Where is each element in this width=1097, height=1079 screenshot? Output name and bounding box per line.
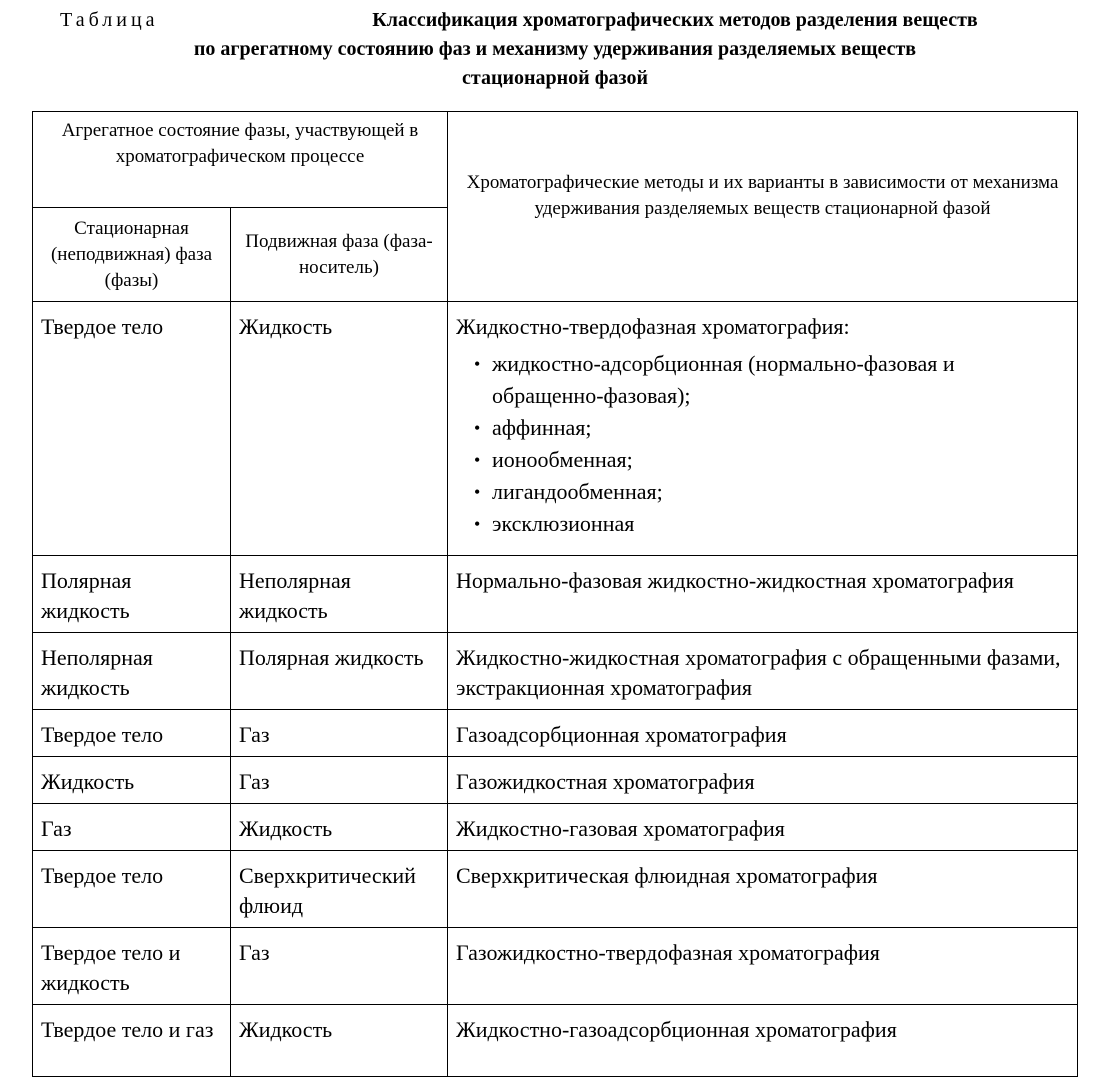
method-name: Жидкостно-газовая хроматография: [456, 816, 785, 841]
cell-stationary-phase: Газ: [33, 804, 231, 851]
method-name: Жидкостно-твердофазная хроматография:: [456, 314, 850, 339]
method-name: Жидкостно-газоадсорбционная хроматография: [456, 1017, 897, 1042]
cell-mobile-phase: Жидкость: [231, 302, 448, 556]
classification-table: [32, 111, 1078, 1077]
cell-mobile-phase: Сверхкритический флюид: [231, 851, 448, 928]
cell-stationary-phase: Твердое тело: [33, 851, 231, 928]
table-row: [33, 710, 1078, 757]
table-row: [33, 928, 1078, 1005]
cell-method: [448, 633, 1078, 710]
table-row: [33, 633, 1078, 710]
cell-mobile-phase: Газ: [231, 757, 448, 804]
header-phase-state: Агрегатное состояние фазы, участвующей в хроматографическом процессе: [33, 112, 448, 208]
cell-stationary-phase: Полярная жидкость: [33, 556, 231, 633]
table-body: [33, 302, 1078, 1077]
caption-title-line-1: Классификация хроматографических методов разделения веществ: [372, 9, 978, 31]
list-item: • ионообменная;: [456, 444, 1069, 476]
cell-stationary-phase: Твердое тело: [33, 302, 231, 556]
cell-method: [448, 302, 1078, 556]
caption-title-line-3: стационарной фазой: [462, 67, 648, 89]
method-name: Жидкостно-жидкостная хроматография с обращенными фазами, экстракционная хроматография: [456, 645, 1061, 700]
method-name: Газожидкостно-твердофазная хроматография: [456, 940, 880, 965]
method-name: Нормально-фазовая жидкостно-жидкостная хроматография: [456, 568, 1014, 593]
header-mobile-phase: Подвижная фаза (фаза-носитель): [231, 208, 448, 302]
cell-method: [448, 804, 1078, 851]
cell-mobile-phase: Жидкость: [231, 1005, 448, 1077]
cell-method: [448, 851, 1078, 928]
table-row: [33, 556, 1078, 633]
cell-mobile-phase: Полярная жидкость: [231, 633, 448, 710]
header-methods: Хроматографические методы и их варианты в зависимости от механизма удерживания разделяемых веществ стационарной фазой: [448, 112, 1078, 302]
method-name: Газожидкостная хроматография: [456, 769, 755, 794]
table-row: [33, 302, 1078, 556]
cell-method: [448, 556, 1078, 633]
header-stationary-phase: Стационарная (неподвижная) фаза (фазы): [33, 208, 231, 302]
cell-stationary-phase: Жидкость: [33, 757, 231, 804]
cell-mobile-phase: Газ: [231, 710, 448, 757]
table-caption: [30, 6, 1080, 93]
caption-label: Таблица: [60, 9, 159, 31]
table-row: [33, 804, 1078, 851]
cell-method: [448, 710, 1078, 757]
method-name: Газоадсорбционная хроматография: [456, 722, 787, 747]
list-item: • лигандообменная;: [456, 476, 1069, 508]
list-item: • эксклюзионная: [456, 508, 1069, 540]
cell-mobile-phase: Газ: [231, 928, 448, 1005]
table-row: [33, 757, 1078, 804]
table-row: [33, 851, 1078, 928]
method-variants-list: [456, 348, 1069, 540]
cell-mobile-phase: Жидкость: [231, 804, 448, 851]
caption-title-line-2: по агрегатному состоянию фаз и механизму удерживания разделяемых веществ: [193, 38, 917, 60]
table-header: [33, 112, 1078, 302]
method-name: Сверхкритическая флюидная хроматография: [456, 863, 878, 888]
cell-stationary-phase: Неполярная жидкость: [33, 633, 231, 710]
cell-method: [448, 928, 1078, 1005]
table-row: [33, 1005, 1078, 1077]
list-item: • аффинная;: [456, 412, 1069, 444]
cell-stationary-phase: Твердое тело: [33, 710, 231, 757]
list-item: • жидкостно-адсорбционная (нормально-фазовая и обращенно-фазовая);: [456, 348, 1069, 412]
cell-stationary-phase: Твердое тело и газ: [33, 1005, 231, 1077]
cell-method: [448, 1005, 1078, 1077]
cell-mobile-phase: Неполярная жидкость: [231, 556, 448, 633]
cell-stationary-phase: Твердое тело и жидкость: [33, 928, 231, 1005]
cell-method: [448, 757, 1078, 804]
